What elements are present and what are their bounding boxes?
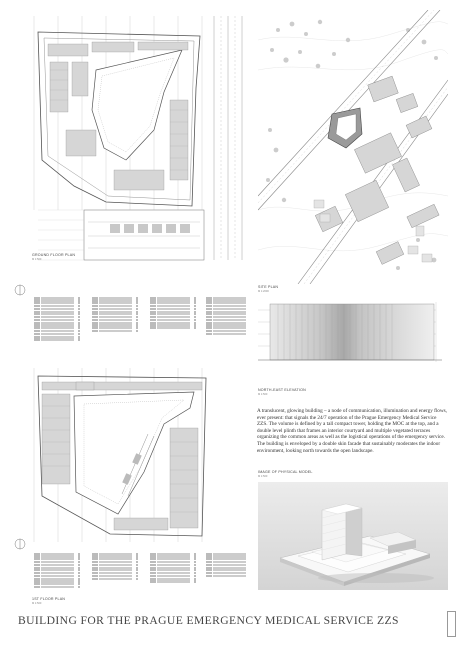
elevation-caption: NORTH-EAST ELEVATION xyxy=(258,388,306,392)
first-floor-plan-drawing xyxy=(14,364,254,544)
first-floor-caption: 1ST FLOOR PLAN xyxy=(32,597,66,601)
ground-floor-legend xyxy=(34,296,244,352)
ground-floor-scale: M 1:500 xyxy=(32,258,42,261)
physical-model-caption: IMAGE OF PHYSICAL MODEL xyxy=(258,470,313,474)
ground-floor-plan-drawing xyxy=(14,10,254,272)
project-description: A translucent, glowing building – a node of communication, illumination and energy flows, ever present: that signals the 24/7 operation of the Prague Emergency Medical Service ZZS. The volume is defined by a tall compact tower, holding the MOC at the top, and a double level plinth that frames an interior courtyard and multiple vegetated terraces organizing the common areas as well as the logistical operations of the emergency service. The building is enveloped by a double skin facade that sustainably moderates the indoor environment, looking north towards the open landscape. xyxy=(257,408,447,454)
physical-model-image xyxy=(258,482,448,590)
elevation-scale: M 1:500 xyxy=(258,393,268,396)
poster-title: BUILDING FOR THE PRAGUE EMERGENCY MEDICAL SERVICE ZZS xyxy=(18,614,399,627)
north-arrow-icon xyxy=(14,538,26,550)
ground-floor-caption: GROUND FLOOR PLAN xyxy=(32,253,76,257)
physical-model-scale: M 1:500 xyxy=(258,475,268,478)
corner-frame xyxy=(447,611,456,637)
first-floor-legend xyxy=(34,552,244,602)
north-arrow-icon xyxy=(14,284,26,296)
site-plan-drawing xyxy=(258,10,448,284)
site-plan-caption: SITE PLAN xyxy=(258,285,279,289)
first-floor-scale: M 1:500 xyxy=(32,602,42,605)
site-plan-scale: M 1:2000 xyxy=(258,290,269,293)
north-east-elevation-drawing xyxy=(258,296,448,368)
